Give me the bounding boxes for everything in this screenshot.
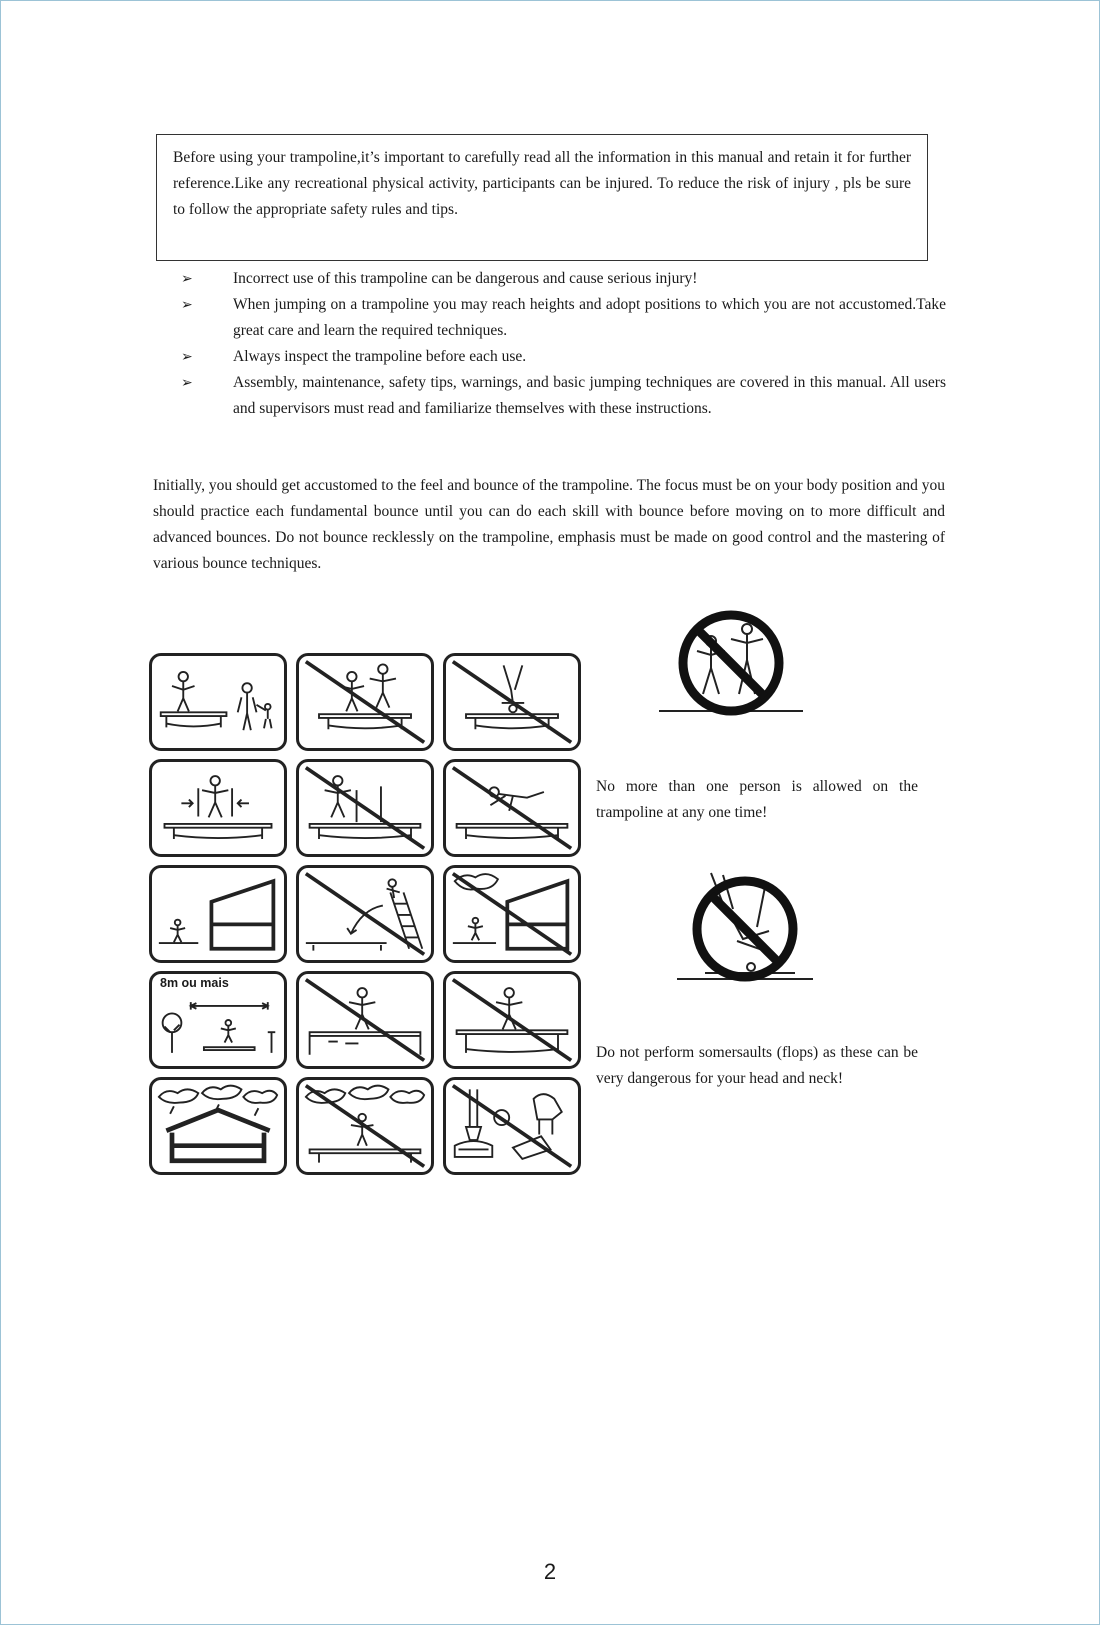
- no-near-obstacles-icon: [296, 759, 434, 857]
- no-overhead-obstacles-icon: [443, 865, 581, 963]
- bullet-text: When jumping on a trampoline you may reach heights and adopt positions to which you are not accustomed.Take great care and learn the required techniques.: [233, 296, 946, 339]
- no-two-jumpers-sign-icon: [655, 601, 805, 721]
- arrow-bullet-icon: ➢: [181, 297, 193, 313]
- no-multiple-jumpers-icon: [296, 653, 434, 751]
- no-jumping-on-frame-icon: [296, 971, 434, 1069]
- technique-paragraph: Initially, you should get accustomed to the feel and bounce of the trampoline. The focus must be on your body position and you should practice each fundamental bounce until you can do each skill with bounce before moving on to more difficult and advanced bounces. Do not bounce recklessly on the trampoline, emphasis must be made on good control and the mastering of various bounce techniques.: [153, 477, 945, 572]
- list-item: [181, 370, 946, 422]
- no-diving-icon: [443, 759, 581, 857]
- bullet-text: Always inspect the trampoline before each use.: [233, 348, 527, 365]
- list-item: [181, 292, 946, 344]
- safety-pictogram-grid: [149, 653, 581, 1183]
- arrow-bullet-icon: ➢: [181, 349, 193, 365]
- no-somersaults-caption: Do not perform somersaults (flops) as these can be very dangerous for your head and neck!: [596, 1044, 918, 1087]
- safe-distance-icon: [149, 971, 287, 1069]
- list-item: [181, 266, 946, 292]
- no-jumping-from-ladder-icon: [296, 865, 434, 963]
- no-under-trampoline-icon: [443, 971, 581, 1069]
- page-number: 2: [543, 1559, 557, 1584]
- safety-bullet-list: [181, 266, 946, 422]
- no-headstands-icon: [443, 653, 581, 751]
- bullet-text: Assembly, maintenance, safety tips, warnings, and basic jumping techniques are covered in this manual. All users and supervisors must read and familiarize themselves with these instructions.: [233, 374, 946, 417]
- intro-notice-box: [156, 134, 928, 261]
- intro-notice-text: Before using your trampoline,it’s important to carefully read all the information in this manual and retain it for further reference.Like any recreational physical activity, participants can be injured. To reduce the risk of injury , pls be sure to follow the appropriate safety rules and tips.: [173, 149, 911, 218]
- supervised-jumping-icon: [149, 653, 287, 751]
- no-somersaults-sign-icon: [675, 863, 815, 993]
- bullet-text: Incorrect use of this trampoline can be dangerous and cause serious injury!: [233, 270, 698, 287]
- arrow-bullet-icon: ➢: [181, 375, 193, 391]
- one-person-caption: No more than one person is allowed on the trampoline at any one time!: [596, 778, 918, 821]
- no-shoes-pets-sharp-objects-icon: [443, 1077, 581, 1175]
- bad-weather-icon: [149, 1077, 287, 1175]
- list-item: [181, 344, 946, 370]
- clearance-from-structures-icon: [149, 865, 287, 963]
- no-jumping-in-bad-weather-icon: [296, 1077, 434, 1175]
- jump-in-center-icon: [149, 759, 287, 857]
- arrow-bullet-icon: ➢: [181, 271, 193, 287]
- distance-label: 8m ou mais: [160, 976, 229, 990]
